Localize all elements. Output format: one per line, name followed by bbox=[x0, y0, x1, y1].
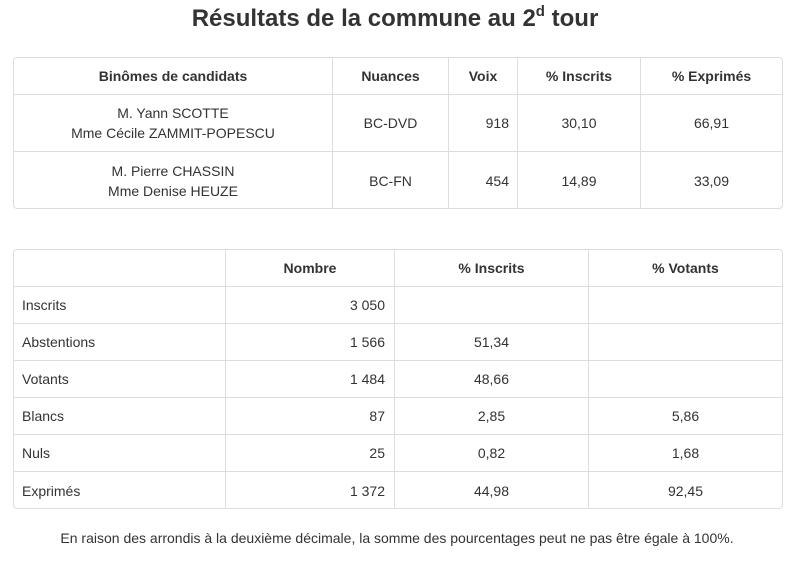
row-nombre: 1 372 bbox=[226, 472, 395, 509]
header-binomes: Binômes de candidats bbox=[14, 58, 333, 95]
row-label: Blancs bbox=[14, 398, 226, 435]
row-label: Exprimés bbox=[14, 472, 226, 509]
row-pct-votants bbox=[589, 361, 782, 398]
candidate-nuance: BC-FN bbox=[333, 152, 449, 209]
results-table bbox=[14, 250, 782, 509]
candidates-header-row bbox=[14, 58, 782, 95]
candidate-voix: 454 bbox=[449, 152, 518, 209]
candidate-name-2: Mme Denise HEUZE bbox=[108, 182, 238, 199]
candidate-pct-inscrits: 14,89 bbox=[518, 152, 641, 209]
candidate-pct-exprimes: 33,09 bbox=[693, 172, 730, 189]
candidate-row bbox=[14, 152, 782, 209]
candidate-names bbox=[14, 152, 333, 209]
results-header-row bbox=[14, 250, 782, 287]
row-pct-votants: 1,68 bbox=[589, 435, 782, 472]
row-pct-votants: 92,45 bbox=[667, 482, 704, 499]
candidate-row bbox=[14, 95, 782, 152]
row-nombre: 87 bbox=[226, 398, 395, 435]
row-pct-inscrits bbox=[395, 287, 589, 324]
header-voix: Voix bbox=[449, 58, 518, 95]
page-title: Résultats de la commune au 2$^d$ tour bbox=[191, 3, 599, 32]
row-label: Abstentions bbox=[14, 324, 226, 361]
row-pct-inscrits: 51,34 bbox=[395, 324, 589, 361]
header-nombre: Nombre bbox=[226, 250, 395, 287]
row-pct-votants bbox=[589, 324, 782, 361]
row-pct-inscrits: 0,82 bbox=[395, 435, 589, 472]
candidate-name-2: Mme Cécile ZAMMIT-POPESCU bbox=[71, 125, 275, 141]
candidate-nuance: BC-DVD bbox=[333, 95, 449, 152]
row-label: Inscrits bbox=[14, 287, 226, 324]
header-empty bbox=[14, 250, 226, 287]
header-pct-votants: % Votants bbox=[589, 250, 782, 287]
candidate-voix: 918 bbox=[449, 95, 518, 152]
results-row bbox=[14, 361, 782, 398]
candidate-pct-inscrits: 30,10 bbox=[518, 95, 641, 152]
row-nombre: 25 bbox=[226, 435, 395, 472]
title-superscript: d bbox=[535, 3, 545, 20]
results-row bbox=[14, 435, 782, 472]
row-pct-inscrits: 48,66 bbox=[395, 361, 589, 398]
results-row bbox=[14, 287, 782, 324]
results-table-container bbox=[13, 249, 783, 509]
rounding-note: En raison des arrondis à la deuxième décimale, la somme des pourcentages peut ne pas être égale à 100%. bbox=[60, 530, 734, 546]
row-pct-inscrits: 44,98 bbox=[395, 472, 589, 509]
row-label: Nuls bbox=[14, 435, 226, 472]
results-row bbox=[14, 398, 782, 435]
header-pct-inscrits: % Inscrits bbox=[518, 58, 641, 95]
candidate-pct-exprimes: 66,91 bbox=[641, 95, 782, 152]
candidate-names bbox=[14, 95, 333, 152]
row-nombre: 1 484 bbox=[226, 361, 395, 398]
results-row bbox=[14, 324, 782, 361]
row-label: Votants bbox=[14, 361, 226, 398]
header-nuances: Nuances bbox=[333, 58, 449, 95]
header-pct-exprimes: % Exprimés bbox=[641, 58, 782, 95]
candidate-name-1: M. Yann SCOTTE bbox=[117, 105, 229, 121]
header-pct-inscrits: % Inscrits bbox=[395, 250, 589, 287]
row-pct-votants: 5,86 bbox=[589, 398, 782, 435]
row-pct-inscrits: 2,85 bbox=[395, 398, 589, 435]
results-row bbox=[14, 472, 782, 509]
row-nombre: 1 566 bbox=[226, 324, 395, 361]
candidates-table bbox=[14, 58, 782, 209]
row-nombre: 3 050 bbox=[226, 287, 395, 324]
candidates-table-container bbox=[13, 57, 783, 209]
row-pct-votants bbox=[589, 287, 782, 324]
candidate-name-1: M. Pierre CHASSIN bbox=[111, 162, 235, 179]
